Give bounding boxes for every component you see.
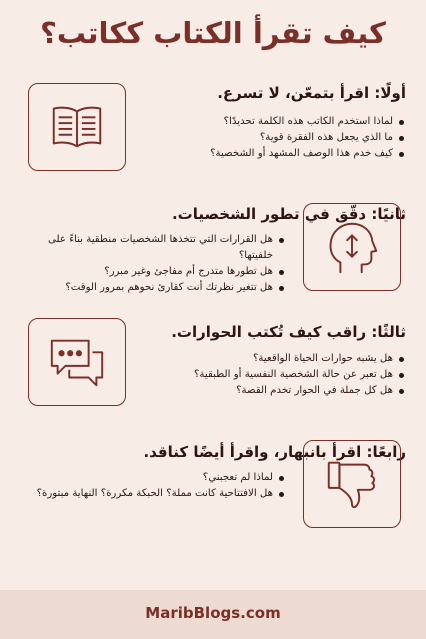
icon-card bbox=[303, 203, 401, 291]
icon-card bbox=[303, 440, 401, 528]
list-item: هل تعبر عن حالة الشخصية النفسية أو الطبقية؟ bbox=[144, 367, 406, 383]
list-item: هل الافتتاحية كانت مملة؟ الحبكة مكررة؟ النهاية مبتورة؟ bbox=[28, 486, 286, 502]
list-item: هل تتغير نظرتك أنت كقارئ نحوهم بمرور الوقت؟ bbox=[28, 280, 286, 296]
bullet-list bbox=[28, 232, 286, 296]
icon-card bbox=[28, 318, 126, 406]
bullet-list bbox=[28, 470, 286, 502]
thumbs-down-icon bbox=[321, 453, 383, 515]
footer-website-link[interactable]: MaribBlogs.com bbox=[145, 604, 281, 622]
list-item: ما الذي يجعل هذه الفقرة قوية؟ bbox=[144, 130, 406, 146]
section-heading: رابعًا: اقرأ بانبهار، واقرأ أيضًا كناقد. bbox=[143, 443, 406, 461]
list-item: هل يشبه حوارات الحياة الواقعية؟ bbox=[144, 351, 406, 367]
list-item: لماذا لم تعجبني؟ bbox=[28, 470, 286, 486]
open-book-icon bbox=[46, 96, 108, 158]
list-item: هل كل جملة في الحوار تخدم القصة؟ bbox=[144, 383, 406, 399]
bullet-list bbox=[144, 351, 406, 399]
head-arrows-icon bbox=[321, 216, 383, 278]
section-heading: أولًا: اقرأ بتمعّن، لا تسرع. bbox=[217, 84, 406, 102]
footer bbox=[0, 590, 426, 639]
bullet-list bbox=[144, 114, 406, 162]
chat-bubbles-icon bbox=[46, 331, 108, 393]
icon-card bbox=[28, 83, 126, 171]
section-heading: ثانيًا: دقّق في تطور الشخصيات. bbox=[171, 205, 406, 223]
page-title: كيف تقرأ الكتاب ككاتب؟ bbox=[40, 16, 386, 50]
list-item: لماذا استخدم الكاتب هذه الكلمة تحديدًا؟ bbox=[144, 114, 406, 130]
list-item: هل تطورها متدرج أم مفاجئ وغير مبرر؟ bbox=[28, 264, 286, 280]
section-heading: ثالثًا: راقب كيف تُكتب الحوارات. bbox=[171, 323, 406, 341]
list-item: هل القرارات التي تتخذها الشخصيات منطقية بناءً على خلفيتها؟ bbox=[28, 232, 286, 264]
list-item: كيف خدم هذا الوصف المشهد أو الشخصية؟ bbox=[144, 146, 406, 162]
